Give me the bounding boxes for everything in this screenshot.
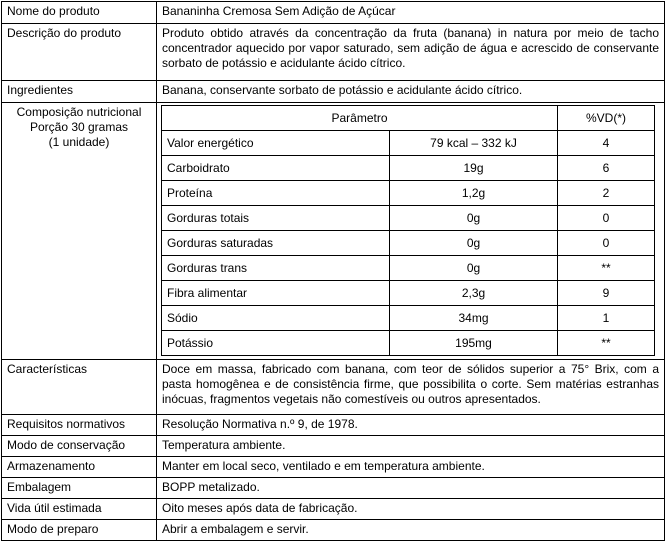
nutrient-name: Potássio — [162, 331, 390, 356]
nutrient-vd: 0 — [558, 206, 655, 231]
nutrient-amount: 79 kcal – 332 kJ — [390, 131, 558, 156]
value-nome: Bananinha Cremosa Sem Adição de Açúcar — [157, 2, 665, 24]
nutrient-vd: 4 — [558, 131, 655, 156]
composicao-line-2: Porção 30 gramas — [29, 120, 129, 134]
composicao-line-1: Composição nutricional — [16, 105, 142, 119]
nutrient-name: Proteína — [162, 181, 390, 206]
nutrient-name: Valor energético — [162, 131, 390, 156]
nutrition-header-vd: %VD(*) — [558, 106, 655, 131]
nutrient-amount: 1,2g — [390, 181, 558, 206]
nutrition-table — [161, 105, 655, 356]
row-descricao — [2, 24, 665, 81]
nutrient-vd: 1 — [558, 306, 655, 331]
row-conservacao — [2, 436, 665, 457]
nutrition-row — [162, 181, 655, 206]
row-embalagem — [2, 478, 665, 499]
value-caracteristicas: Doce em massa, fabricado com banana, com teor de sólidos superior a 75° Brix, com a pasta homogênea e de consistência firme, que possibilita o corte. Sem matérias estranhas inócuas, fragmentos vegetais não comestíveis ou outros apresentados. — [157, 360, 665, 415]
nutrient-vd: 0 — [558, 231, 655, 256]
value-vida-util: Oito meses após data de fabricação. — [157, 499, 665, 520]
composicao-line-3: (1 unidade) — [48, 135, 110, 149]
value-embalagem: BOPP metalizado. — [157, 478, 665, 499]
label-caracteristicas: Características — [2, 360, 157, 415]
row-caracteristicas — [2, 360, 665, 415]
nutrient-amount: 195mg — [390, 331, 558, 356]
nutrition-row — [162, 131, 655, 156]
label-embalagem: Embalagem — [2, 478, 157, 499]
nutrition-header-parametro: Parâmetro — [162, 106, 558, 131]
nutrient-vd: 6 — [558, 156, 655, 181]
label-armazenamento: Armazenamento — [2, 457, 157, 478]
label-nome: Nome do produto — [2, 2, 157, 24]
value-requisitos: Resolução Normativa n.º 9, de 1978. — [157, 415, 665, 436]
nutrition-header-row — [162, 106, 655, 131]
nutrient-name: Gorduras saturadas — [162, 231, 390, 256]
nutrition-row — [162, 281, 655, 306]
nutrition-row — [162, 206, 655, 231]
nutrient-amount: 0g — [390, 256, 558, 281]
value-preparo: Abrir a embalagem e servir. — [157, 520, 665, 541]
nutrient-amount: 2,3g — [390, 281, 558, 306]
nutrient-amount: 19g — [390, 156, 558, 181]
nutrient-name: Gorduras totais — [162, 206, 390, 231]
nutrient-amount: 0g — [390, 206, 558, 231]
nutrition-row — [162, 306, 655, 331]
row-preparo — [2, 520, 665, 541]
nutrient-name: Carboidrato — [162, 156, 390, 181]
row-vida-util — [2, 499, 665, 520]
nutrient-amount: 34mg — [390, 306, 558, 331]
nutrient-vd: ** — [558, 256, 655, 281]
row-armazenamento — [2, 457, 665, 478]
label-requisitos: Requisitos normativos — [2, 415, 157, 436]
row-composicao — [2, 103, 665, 360]
nutrition-row — [162, 231, 655, 256]
nutrition-cell — [157, 103, 665, 360]
nutrient-name: Sódio — [162, 306, 390, 331]
nutrition-row — [162, 156, 655, 181]
nutrient-vd: 9 — [558, 281, 655, 306]
nutrient-vd: ** — [558, 331, 655, 356]
nutrient-name: Gorduras trans — [162, 256, 390, 281]
value-conservacao: Temperatura ambiente. — [157, 436, 665, 457]
label-conservacao: Modo de conservação — [2, 436, 157, 457]
row-requisitos — [2, 415, 665, 436]
nutrient-amount: 0g — [390, 231, 558, 256]
nutrition-row — [162, 256, 655, 281]
product-spec-table — [1, 1, 665, 541]
row-ingredientes — [2, 81, 665, 103]
label-vida-util: Vida útil estimada — [2, 499, 157, 520]
nutrient-vd: 2 — [558, 181, 655, 206]
value-descricao: Produto obtido através da concentração da fruta (banana) in natura por meio de tacho concentrador aquecido por vapor saturado, sem adição de água e acrescido de conservante sorbato de potássio e acidulante ácido cítrico. — [157, 24, 665, 81]
nutrient-name: Fibra alimentar — [162, 281, 390, 306]
value-ingredientes: Banana, conservante sorbato de potássio e acidulante ácido cítrico. — [157, 81, 665, 103]
label-ingredientes: Ingredientes — [2, 81, 157, 103]
label-descricao: Descrição do produto — [2, 24, 157, 81]
nutrition-row — [162, 331, 655, 356]
label-preparo: Modo de preparo — [2, 520, 157, 541]
value-armazenamento: Manter em local seco, ventilado e em temperatura ambiente. — [157, 457, 665, 478]
row-nome — [2, 2, 665, 24]
label-composicao — [2, 103, 157, 360]
